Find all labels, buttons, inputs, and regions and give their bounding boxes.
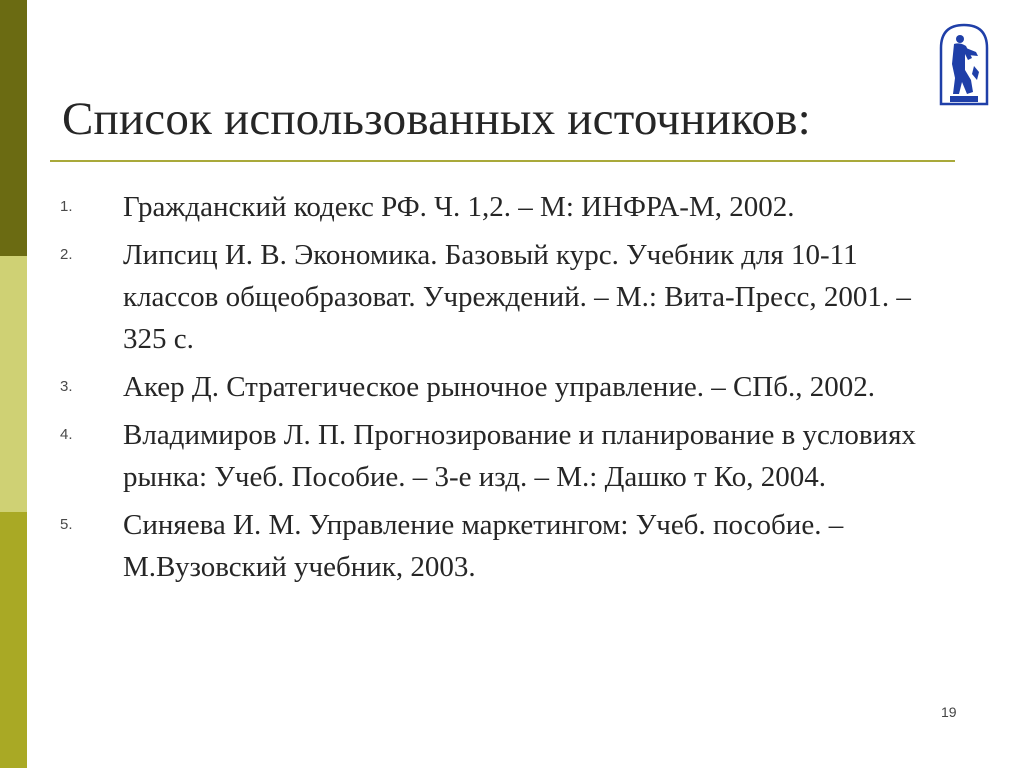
sources-list xyxy=(50,186,960,594)
title-divider xyxy=(50,160,955,162)
list-item xyxy=(50,414,960,498)
list-item-text: Липсиц И. В. Экономика. Базовый курс. Учебник для 10-11 классов общеобразоват. Учреждений. – М.: Вита-Пресс, 2001. – 325 с. xyxy=(123,239,911,355)
sidebar-band-top xyxy=(0,0,27,256)
list-item-number: 2. xyxy=(60,246,73,263)
list-item xyxy=(50,504,960,588)
list-item xyxy=(50,186,960,228)
list-item-text: Гражданский кодекс РФ. Ч. 1,2. – М: ИНФРА-М, 2002. xyxy=(123,191,795,223)
list-item-number: 4. xyxy=(60,426,73,443)
list-item-number: 3. xyxy=(60,378,73,395)
list-item-number: 1. xyxy=(60,198,73,215)
university-statue-emblem-icon xyxy=(938,22,990,106)
slide-title: Список использованных источников: xyxy=(62,93,811,145)
page-number: 19 xyxy=(941,704,957,720)
list-item xyxy=(50,366,960,408)
sidebar-band-middle xyxy=(0,256,27,512)
list-item xyxy=(50,234,960,360)
list-item-number: 5. xyxy=(60,516,73,533)
list-item-text: Синяева И. М. Управление маркетингом: Учеб. пособие. – М.Вузовский учебник, 2003. xyxy=(123,509,844,583)
sidebar-band-bottom xyxy=(0,512,27,768)
list-item-text: Акер Д. Стратегическое рыночное управление. – СПб., 2002. xyxy=(123,371,876,403)
list-item-text: Владимиров Л. П. Прогнозирование и планирование в условиях рынка: Учеб. Пособие. – 3-е изд. – М.: Дашко т Ко, 2004. xyxy=(123,419,916,493)
